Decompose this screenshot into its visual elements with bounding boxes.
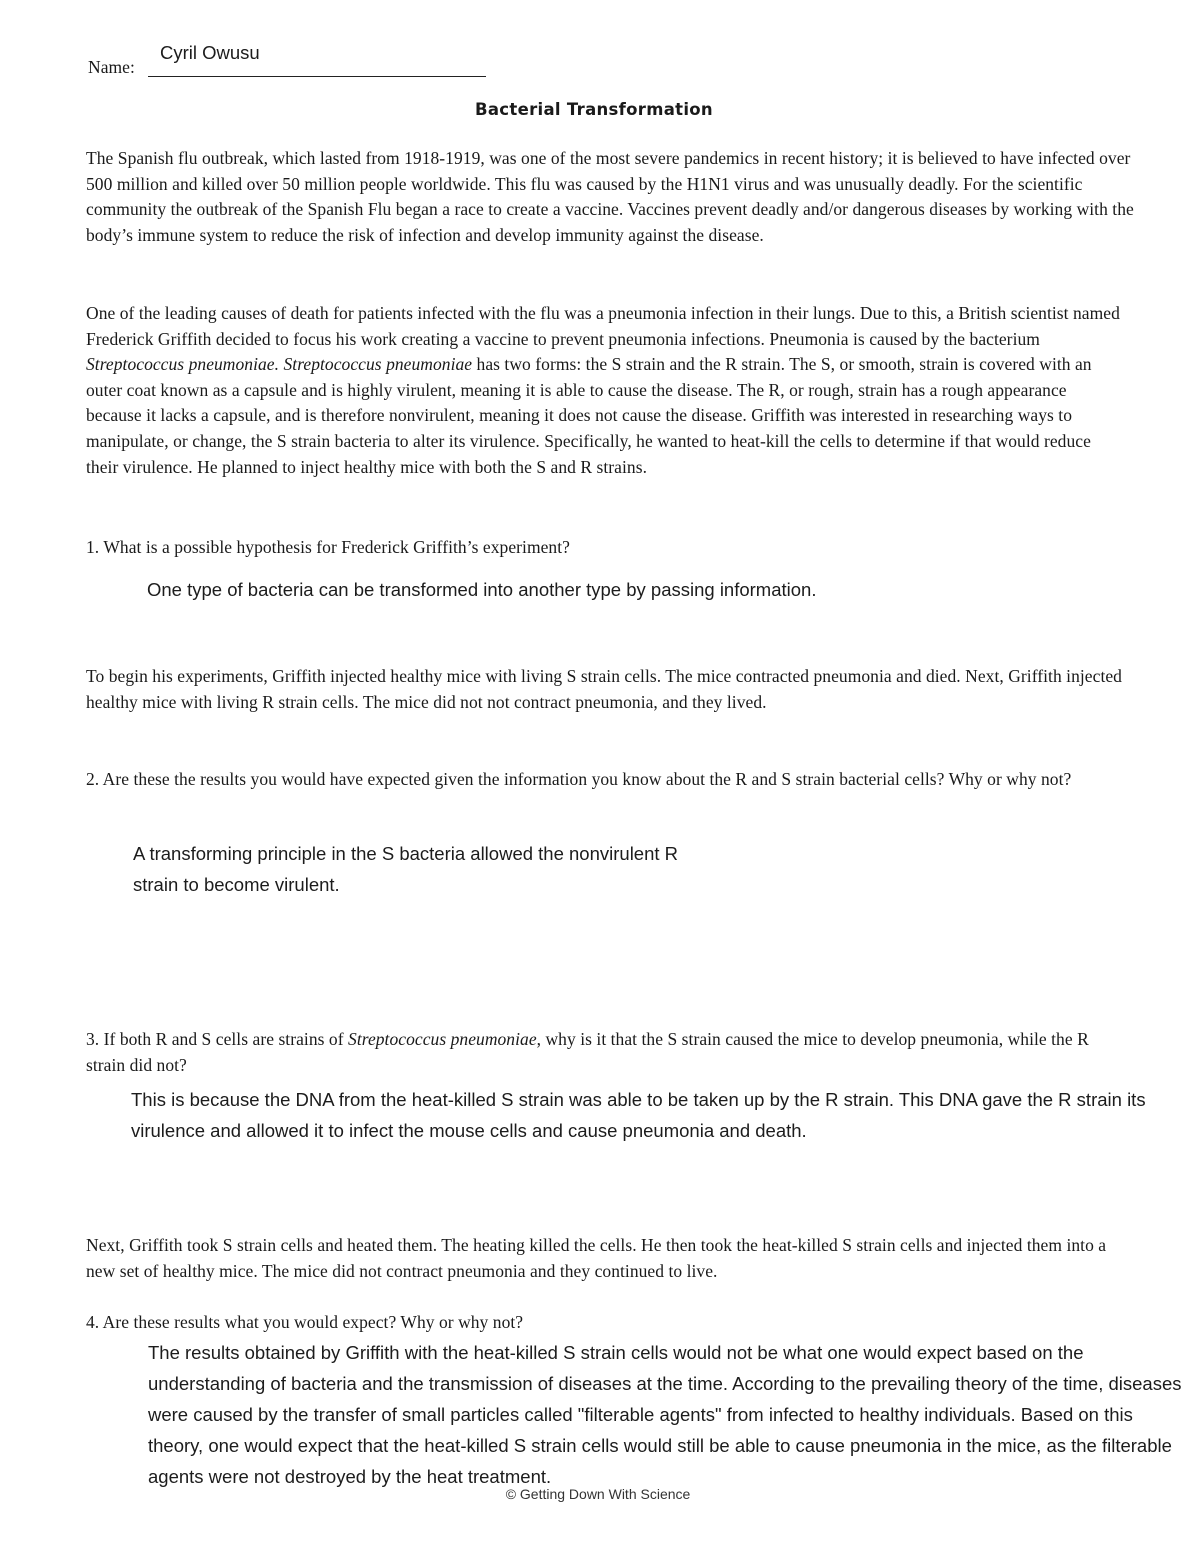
name-label: Name: <box>88 57 135 77</box>
intro-paragraph-2 <box>86 301 1126 480</box>
species-name: Streptococcus pneumoniae <box>283 354 473 375</box>
page-title: Bacterial Transformation <box>475 100 713 119</box>
species-dot: . <box>274 354 284 375</box>
answer-2-line-2: strain to become virulent. <box>133 874 340 895</box>
name-field[interactable]: Cyril Owusu <box>160 42 260 63</box>
question-4: 4. Are these results what you would expect? Why or why not? <box>86 1312 524 1332</box>
question-3 <box>86 1027 1116 1078</box>
species-name: Streptococcus pneumoniae <box>348 1029 537 1049</box>
copyright-footer: © Getting Down With Science <box>505 1486 691 1502</box>
name-underline <box>148 76 486 77</box>
answer-3[interactable]: This is because the DNA from the heat-killed S strain was able to be taken up by the R strain. This DNA gave the R strain its virulence and allowed it to infect the mouse cells and cause pneumonia and death. <box>131 1089 1146 1141</box>
answer-2[interactable] <box>133 838 1133 900</box>
intro-text-a: One of the leading causes of death for patients infected with the flu was a pneumonia infection in their lungs. Due to this, a British scientist named Frederick Griffith decided to focus his work creating a vaccine to prevent pneumonia infections. Pneumonia is caused by the bacterium <box>86 303 1120 349</box>
answer-4[interactable]: The results obtained by Griffith with the heat-killed S strain cells would not be what one would expect based on the understanding of bacteria and the transmission of diseases at the time. According to the prevailing theory of the time, diseases were caused by the transfer of small particles called "filterable agents" from infected to healthy individuals. Based on this theory, one would expect that the heat-killed S strain cells would still be able to cause pneumonia in the mice, as the filterable agents were not destroyed by the heat treatment. <box>148 1342 1182 1487</box>
question-1: 1. What is a possible hypothesis for Frederick Griffith’s experiment? <box>86 537 570 557</box>
question-3-text-b: , why is it that the S strain caused the mice to develop pneumonia, while the R strain did not? <box>86 1029 1089 1075</box>
intro-text-b: has two forms: the S strain and the R strain. The S, or smooth, strain is covered with an outer coat known as a capsule and is highly virulent, meaning it is able to cause the disease. The R, or rough, strain has a rough appearance because it lacks a capsule, and is therefore nonvirulent, meaning it does not cause the disease. Griffith was interested in researching ways to manipulate, or change, the S strain bacteria to alter its virulence. Specifically, he wanted to heat-kill the cells to determine if that would reduce their virulence. He planned to inject healthy mice with both the S and R strains. <box>86 354 1092 477</box>
answer-2-line-1: A transforming principle in the S bacteria allowed the nonvirulent R <box>133 843 679 864</box>
section-2-paragraph: To begin his experiments, Griffith injected healthy mice with living S strain cells. The mice contracted pneumonia and died. Next, Griffith injected healthy mice with living R strain cells. The mice did not not contract pneumonia, and they lived. <box>86 666 1122 712</box>
answer-1[interactable]: One type of bacteria can be transformed into another type by passing information. <box>147 579 817 600</box>
section-3-paragraph: Next, Griffith took S strain cells and heated them. The heating killed the cells. He then took the heat-killed S strain cells and injected them into a new set of healthy mice. The mice did not contract pneumonia and they continued to live. <box>86 1235 1107 1281</box>
question-3-text-a: 3. If both R and S cells are strains of <box>86 1029 349 1049</box>
intro-paragraph-1: The Spanish flu outbreak, which lasted from 1918-1919, was one of the most severe pandemics in recent history; it is believed to have infected over 500 million and killed over 50 million people worldwide. This flu was caused by the H1N1 virus and was unusually deadly. For the scientific community the outbreak of the Spanish Flu began a race to create a vaccine. Vaccines prevent deadly and/or dangerous diseases by working with the body’s immune system to reduce the risk of infection and develop immunity against the disease. <box>86 148 1134 245</box>
question-2: 2. Are these the results you would have expected given the information you know about the R and S strain bacterial cells? Why or why not? <box>86 769 1072 789</box>
species-name: Streptococcus pneumoniae <box>86 354 275 375</box>
